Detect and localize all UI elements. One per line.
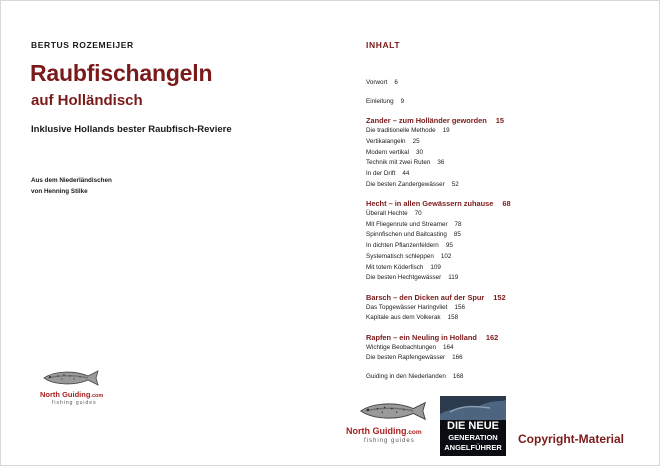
toc-entry-page: 15	[495, 116, 504, 126]
toc-entry	[366, 170, 409, 177]
book-subtitle: auf Holländisch	[31, 92, 143, 109]
toc-entry	[366, 98, 404, 105]
toc-entry-page: 6	[394, 79, 398, 86]
book-tagline: Inklusive Hollands bester Raubfisch-Reviere	[31, 124, 232, 135]
toc-entry-page: 166	[452, 354, 463, 362]
toc-entry-page: 109	[430, 263, 441, 271]
toc-entry-title: Die besten Zandergewässer	[366, 180, 445, 188]
trout-icon	[40, 368, 102, 388]
toc-entry-page: 36	[437, 159, 445, 167]
toc-entry-title: Mit Fliegenrute und Streamer	[366, 220, 448, 228]
toc-entry	[366, 354, 463, 361]
toc-entry-page: 119	[448, 274, 459, 282]
toc-entry-page: 158	[447, 314, 459, 322]
toc-entry-page: 44	[402, 169, 410, 177]
toc-section	[366, 116, 504, 125]
toc-entry-title: Überall Hechte	[366, 210, 408, 217]
logo-word-guiding: Guiding	[372, 426, 407, 436]
logo-word-com: .com	[406, 429, 422, 436]
translator-note	[31, 175, 112, 197]
toc-entry	[366, 344, 454, 351]
toc-entry-title: Mit totem Köderfisch	[366, 263, 424, 271]
logo-subtitle: fishing guides	[52, 400, 97, 406]
toc-entry	[366, 373, 463, 380]
toc-heading: INHALT	[366, 40, 401, 50]
translator-line-1: Aus dem Niederländischen	[31, 177, 112, 184]
copyright-label: Copyright-Material	[518, 432, 625, 446]
toc-entry-title: Guiding in den Niederlanden	[366, 373, 446, 381]
toc-entry-page: 30	[416, 148, 424, 156]
trout-icon	[356, 398, 430, 424]
toc-entry-title: Zander – zum Holländer geworden	[366, 116, 487, 126]
toc-entry-title: Hecht – in allen Gewässern zuhause	[366, 199, 494, 209]
cover-photo	[440, 396, 506, 420]
logo-word-north: North	[40, 390, 60, 399]
toc-entry-title: Rapfen – ein Neuling in Holland	[366, 333, 477, 342]
translator-line-2: von Henning Stilke	[31, 188, 88, 195]
cover-line-1: DIE NEUE	[447, 420, 499, 432]
northguiding-logo-large	[346, 398, 438, 448]
toc-entry-page: 68	[502, 199, 511, 209]
toc-entry-title: Wichtige Beobachtungen	[366, 343, 437, 351]
toc-entry-title: Modern vertikal	[366, 148, 410, 156]
logo-word-com: .com	[90, 393, 104, 399]
toc-entry	[366, 79, 398, 86]
toc-entry	[366, 181, 459, 188]
toc-entry-title: Die traditionelle Methode	[366, 127, 436, 135]
toc-entry-title: Technik mit zwei Ruten	[366, 159, 431, 167]
toc-entry-page: 52	[451, 180, 459, 188]
book-title: Raubfischangeln	[30, 60, 213, 86]
toc-entry-page: 19	[442, 127, 450, 135]
toc-section	[366, 199, 511, 208]
toc-entry-title: Spinnfischen und Baitcasting	[366, 231, 447, 239]
toc-entry-title: Die besten Rapfengewässer	[366, 354, 446, 362]
toc-entry	[366, 253, 451, 260]
toc-entry-title: Kapitale aus dem Volkerak	[366, 314, 441, 322]
toc-entry-page: 95	[445, 242, 453, 250]
logo-word-north: North	[346, 426, 370, 436]
toc-entry	[366, 231, 461, 238]
toc-entry	[366, 264, 441, 271]
toc-entry	[366, 221, 462, 228]
toc-entry-title: Das Topgewässer Haringvliet	[366, 303, 448, 311]
cover-line-2: GENERATION	[448, 433, 498, 442]
northguiding-logo	[40, 364, 130, 410]
toc-entry-page: 152	[493, 292, 506, 302]
toc-section	[366, 333, 498, 342]
toc-entry-page: 78	[454, 220, 462, 228]
toc-entry-page: 156	[454, 303, 465, 311]
toc-entry-page: 162	[485, 333, 499, 342]
author-name: BERTUS ROZEMEIJER	[31, 40, 134, 50]
toc-entry-page: 25	[412, 137, 420, 145]
toc-entry	[366, 138, 420, 145]
toc-entry-title: Vertikalangeln	[366, 137, 406, 145]
toc-entry	[366, 149, 423, 156]
logo-word-guiding: Guiding	[62, 390, 91, 399]
toc-entry-title: In der Drift	[366, 169, 396, 177]
toc-entry-page: 85	[453, 231, 461, 239]
toc-entry	[366, 159, 444, 166]
toc-entry	[366, 127, 450, 134]
toc-entry-title: Die besten Hechtgewässer	[366, 274, 442, 282]
toc-entry	[366, 210, 422, 217]
toc-entry-title: Einleitung	[366, 97, 394, 105]
toc-entry-page: 9	[400, 97, 405, 105]
toc-entry	[366, 304, 465, 311]
toc-entry-title: Vorwort	[366, 79, 388, 86]
toc-entry-page: 168	[452, 373, 464, 381]
toc-entry-page: 102	[440, 252, 452, 260]
toc-entry-title: Barsch – den Dicken auf der Spur	[366, 292, 485, 302]
toc-entry	[366, 314, 458, 321]
toc-entry-title: Systematisch schleppen	[366, 252, 434, 260]
toc-section	[366, 293, 506, 302]
toc-entry	[366, 242, 453, 249]
logo-subtitle: fishing guides	[364, 438, 415, 444]
cover-line-3: ANGELFÜHRER	[444, 443, 502, 452]
toc-entry	[366, 274, 458, 281]
toc-entry-page: 164	[443, 343, 454, 351]
series-cover	[440, 396, 506, 456]
toc-entry-title: In dichten Pflanzenfeldern	[366, 242, 439, 250]
toc-entry-page: 70	[414, 210, 422, 217]
